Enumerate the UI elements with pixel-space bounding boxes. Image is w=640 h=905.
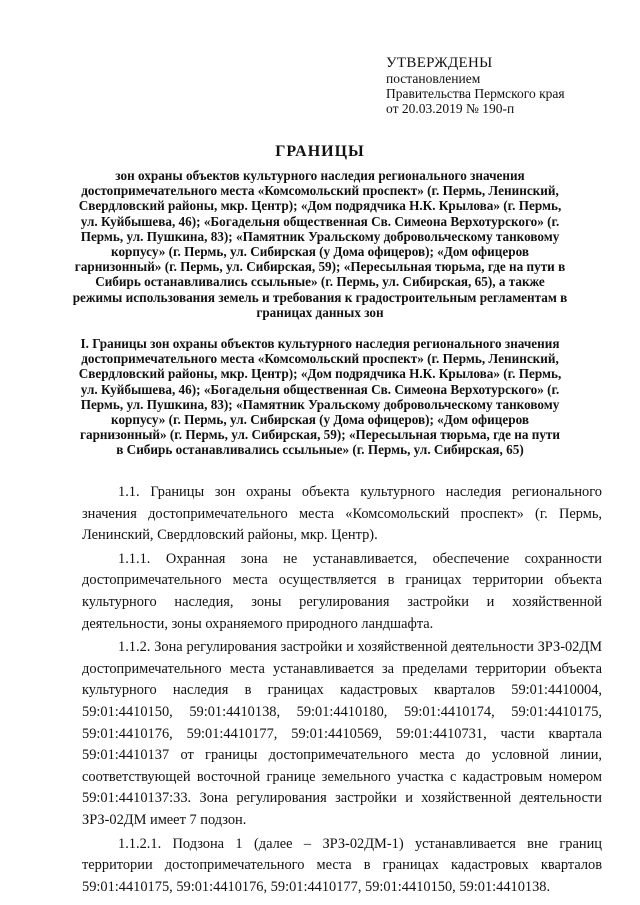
approval-line-2: Правительства Пермского края [386,86,565,101]
document-title: ГРАНИЦЫ [275,143,365,160]
document-subtitle: зон охраны объектов культурного наследия регионального значения достопримечательного места «Комсомольский проспект» (г. Пермь, Ленинский, Свердловский районы, мкр. Центр); «Дом подрядчика Н.К. Крылова» (г. Пермь, ул. Куйбышева, 46); «Богадельня общественная Св. Симеона Верхотурского» (г. Пермь, ул. Пушкина, 83); «Памятник Уральскому добровольческому танковому корпусу» (г. Пермь, ул. Сибирская (у Дома офицеров); «Дом офицеров гарнизонный» (г. Пермь, ул. Сибирская, 59); «Пересыльная тюрьма, где на пути в Сибирь останавливались ссыльные» (г. Пермь, ул. Сибирская, 65), а также режимы использования земель и требования к градостроительным регламентам в границах данных зон [72,168,568,320]
approval-heading: УТВЕРЖДЕНЫ [386,55,493,71]
paragraph-1-1-2: 1.1.2. Зона регулирования застройки и хозяйственной деятельности ЗРЗ-02ДМ достопримечательного места устанавливается за пределами территории объекта культурного наследия в границах кадастровых кварталов 59:01:4410004, 59:01:4410150, 59:01:4410138, 59:01:4410180, 59:01:4410174, 59:01:4410175, 59:01:4410176, 59:01:4410177, 59:01:4410569, 59:01:4410731, части квартала 59:01:4410137 от границы достопримечательного места до условной линии, соответствующей восточной границе земельного участка с кадастровым номером 59:01:4410137:33. Зона регулирования застройки и хозяйственной деятельности ЗРЗ-02ДМ имеет 7 подзон. [82,639,602,828]
section-heading: I. Границы зон охраны объектов культурного наследия регионального значения достопримечательного места «Комсомольский проспект» (г. Пермь, Ленинский, Свердловский районы, мкр. Центр); «Дом подрядчика Н.К. Крылова» (г. Пермь, ул. Куйбышева, 46); «Богадельня общественная Св. Симеона Верхотурского» (г. Пермь, ул. Пушкина, 83); «Памятник Уральскому добровольческому танковому корпусу» (г. Пермь, ул. Сибирская (у Дома офицеров); «Дом офицеров гарнизонный» (г. Пермь, ул. Сибирская, 59); «Пересыльная тюрьма, где на пути в Сибирь останавливались ссыльные» (г. Пермь, ул. Сибирская, 65) [78,336,562,458]
approval-line-3: от 20.03.2019 № 190-п [386,101,515,116]
paragraph-1-1: 1.1. Границы зон охраны объекта культурного наследия регионального значения достопримечательного места «Комсомольский проспект» (г. Пермь, Ленинский, Свердловский районы, мкр. Центр). [82,484,602,544]
approval-block [386,56,626,116]
approval-line-1: постановлением [386,71,481,86]
document-body [82,482,602,900]
paragraph-1-1-1: 1.1.1. Охранная зона не устанавливается, обеспечение сохранности достопримечательного места осуществляется в границах территории объекта культурного наследия, зоны регулирования застройки и хозяйственной деятельности, зоны охраняемого природного ландшафта. [82,550,602,632]
paragraph-1-1-2-1: 1.1.2.1. Подзона 1 (далее – ЗРЗ-02ДМ-1) устанавливается вне границ территории достопримечательного места в границах кадастровых кварталов 59:01:4410175, 59:01:4410176, 59:01:4410177, 59:01:4410150, 59:01:4410138. [82,835,602,895]
